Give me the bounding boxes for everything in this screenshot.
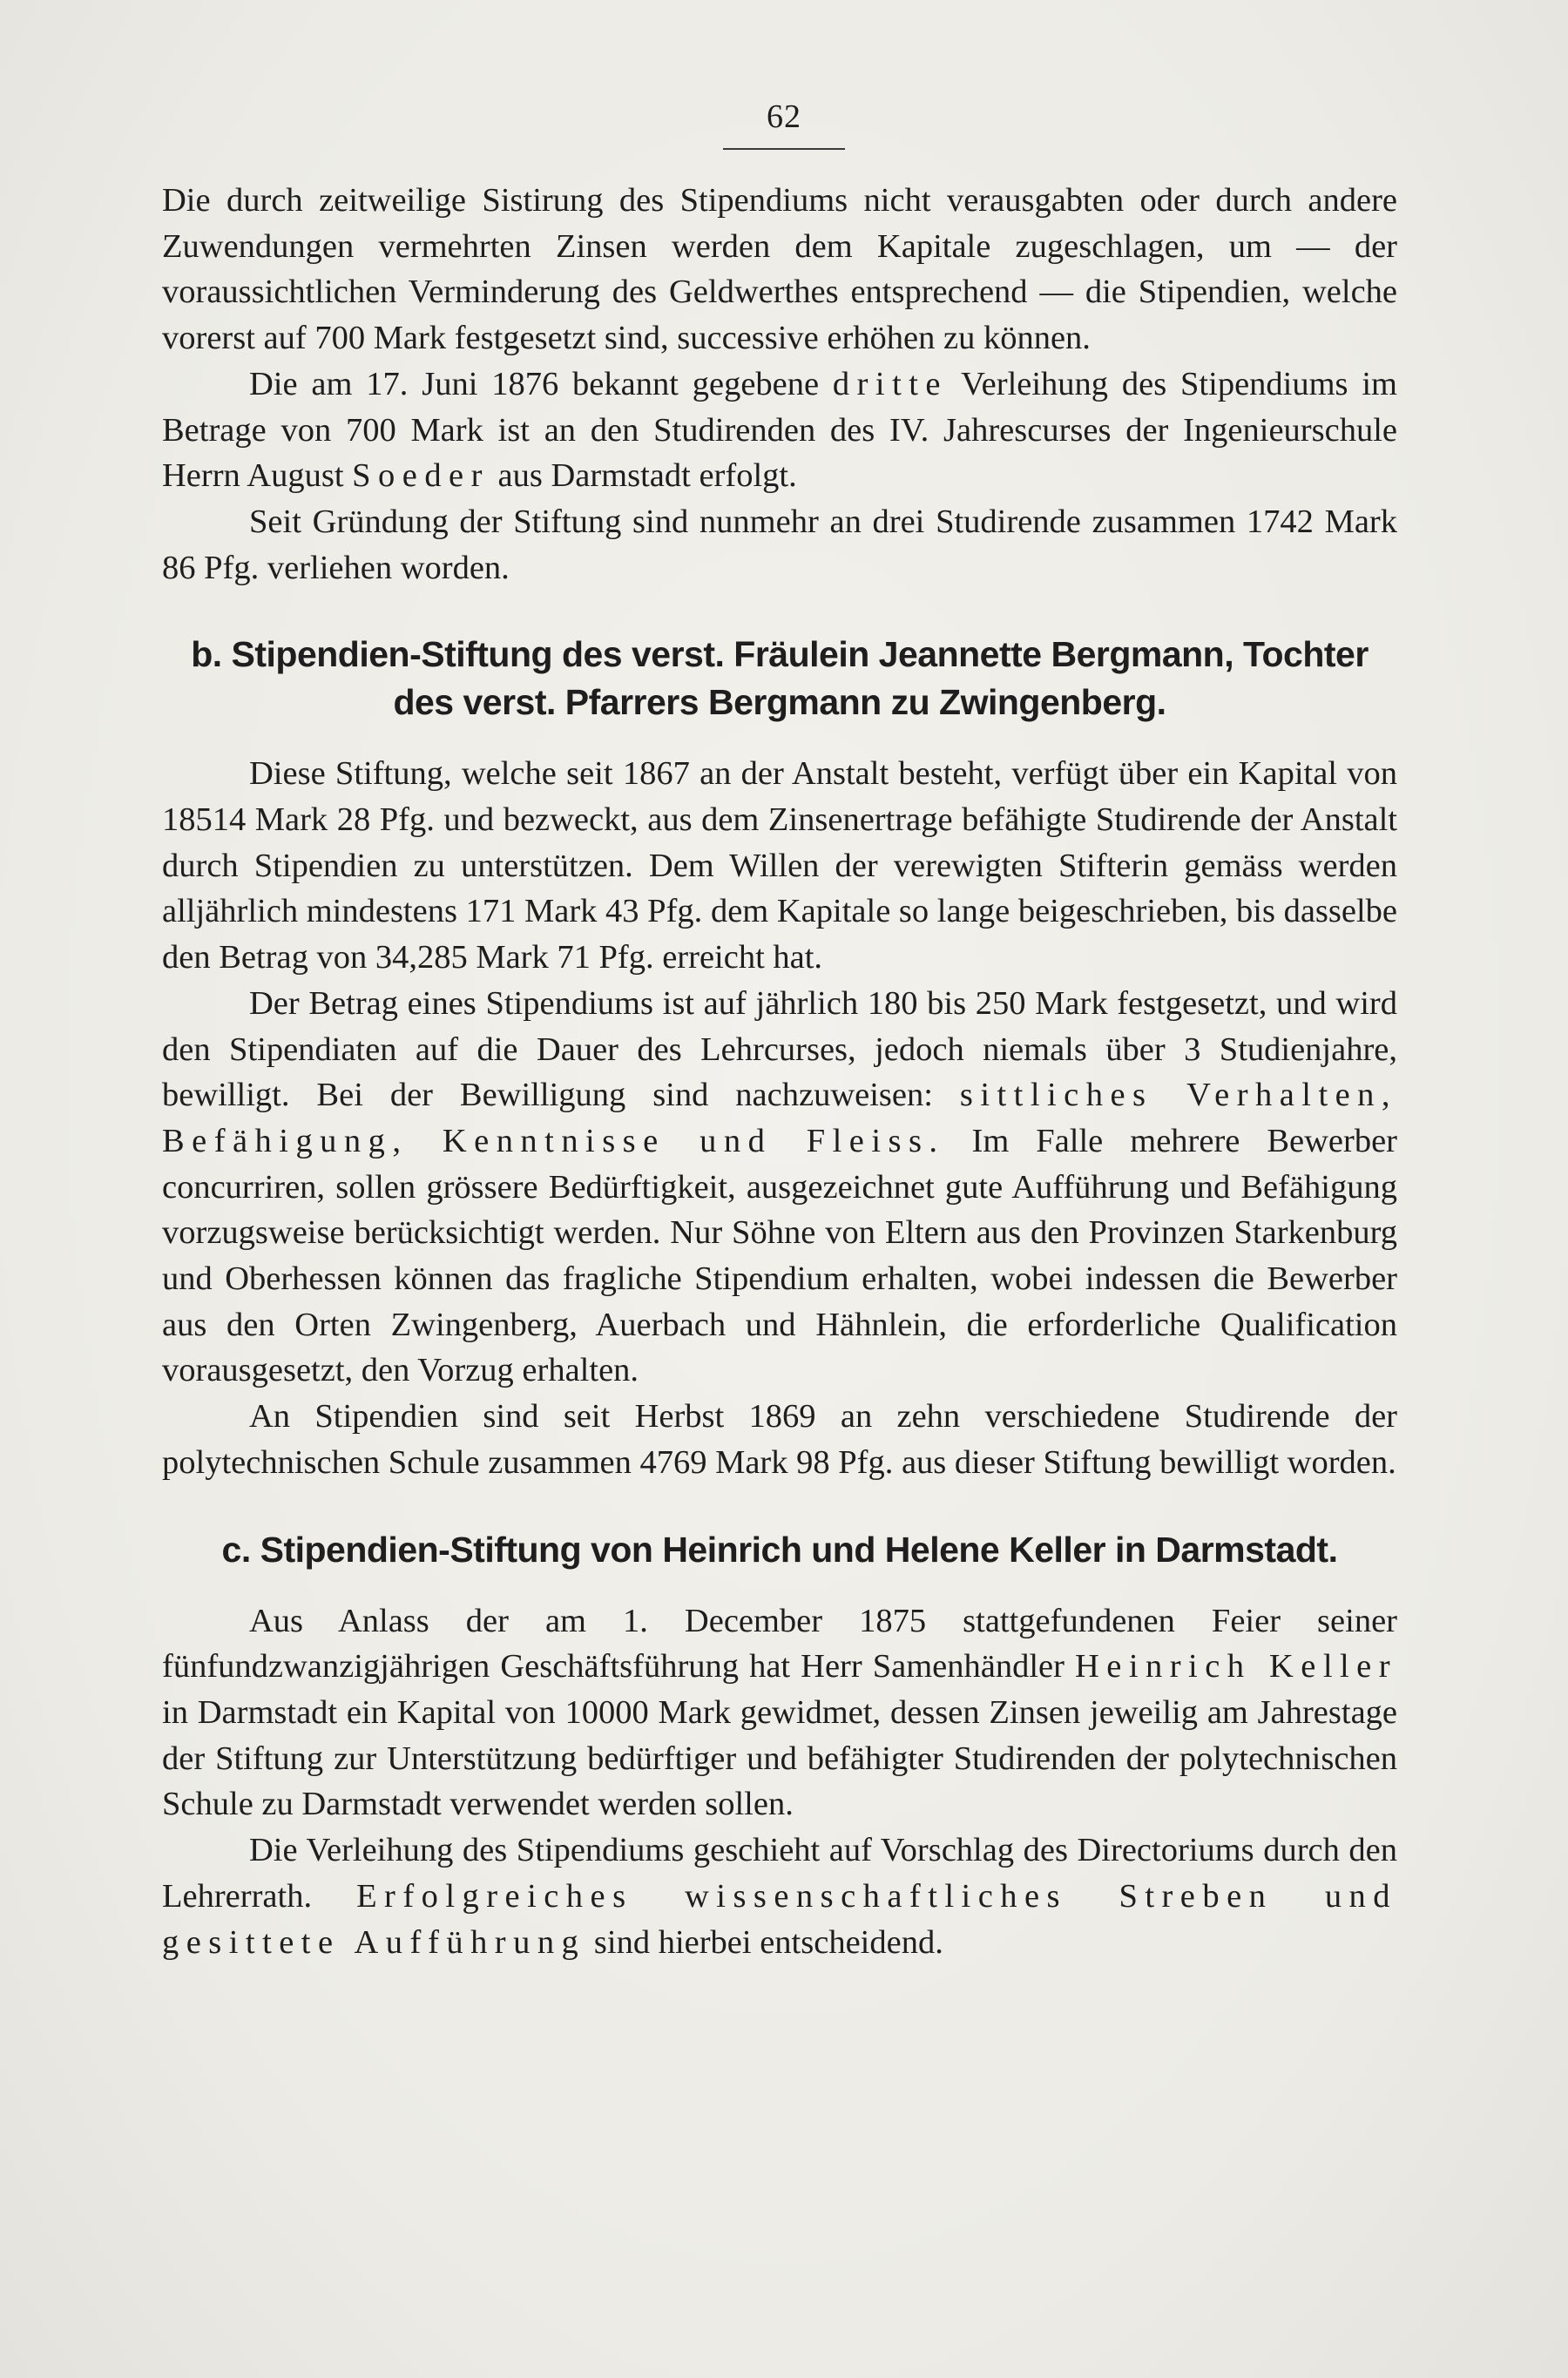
section-c-p2-after: sind hierbei entscheidend. <box>585 1923 943 1961</box>
section-c-p1-spaced: Heinrich Keller <box>1075 1648 1397 1686</box>
spaced-name-soeder: Soeder <box>352 457 490 495</box>
section-b-heading: b. Stipendien-Stiftung des verst. Fräulein Jeannette Bergmann, Tochter des verst. Pfarrers Bergmann zu Zwingenberg. <box>191 634 1369 723</box>
section-c-p2-spaced: Erfolgreiches wissenschaftliches Streben und gesittete Aufführung <box>162 1877 1397 1961</box>
conferral-text-middle: Verleihung des Stipendiums im Betrage von 700 Mark ist an den Studirenden des IV. Jahrescurses der Ingenieurschule Herrn August <box>162 365 1398 495</box>
section-c-p2-before: Die Verleihung des Stipendiums geschieht auf Vorschlag des Directoriums durch den Lehrerrath. <box>162 1832 1397 1915</box>
page-number-rule <box>723 148 845 150</box>
body-text <box>162 178 1397 1965</box>
paragraph-total: Seit Gründung der Stiftung sind nunmehr an drei Studirende zusammen 1742 Mark 86 Pfg. verliehen worden. <box>162 503 1397 586</box>
paragraph-conferral <box>162 361 1397 499</box>
section-b-paragraph-3: An Stipendien sind seit Herbst 1869 an zehn verschiedene Studirende der polytechnischen Schule zusammen 4769 Mark 98 Pfg. aus dieser Stiftung bewilligt worden. <box>162 1398 1397 1481</box>
section-b-paragraph-2 <box>162 981 1397 1394</box>
section-c-heading: c. Stipendien-Stiftung von Heinrich und Helene Keller in Darmstadt. <box>221 1529 1338 1570</box>
conferral-text-after: aus Darmstadt erfolgt. <box>489 457 797 495</box>
section-b-p2-spaced: sittliches Verhalten, Befähigung, Kenntnisse und Fleiss. <box>162 1077 1397 1159</box>
section-c-p1-before: Aus Anlass der am 1. December 1875 stattgefundenen Feier seiner fünfundzwanzigjährigen Geschäftsführung hat Herr Samenhändler <box>162 1602 1397 1686</box>
section-c-paragraph-2 <box>162 1827 1397 1965</box>
section-b-p2-before: Der Betrag eines Stipendiums ist auf jährlich 180 bis 250 Mark festgesetzt, und wird den Stipendiaten auf die Dauer des Lehrcurses, jedoch niemals über 3 Studienjahre, bewilligt. Bei der Bewilligung sind nachzuweisen: <box>162 984 1397 1114</box>
spaced-word-dritte: dritte <box>832 365 948 402</box>
section-c-paragraph-1 <box>162 1598 1397 1828</box>
section-c-p1-after: in Darmstadt ein Kapital von 10000 Mark gewidmet, dessen Zinsen jeweilig am Jahrestage der Stiftung zur Unterstützung bedürftiger und befähigter Studirenden der polytechnischen Schule zu Darmstadt verwendet werden sollen. <box>162 1693 1397 1823</box>
paragraph-intro: Die durch zeitweilige Sistirung des Stipendiums nicht verausgabten oder durch andere Zuwendungen vermehrten Zinsen werden dem Kapitale zugeschlagen, um — der voraussichtlichen Verminderung des Geldwerthes entsprechend — die Stipendien, welche vorerst auf 700 Mark festgesetzt sind, successive erhöhen zu können. <box>162 182 1397 357</box>
conferral-text-before: Die am 17. Juni 1876 bekannt gegebene <box>249 365 833 402</box>
page-number: 62 <box>767 98 801 135</box>
section-b-paragraph-1: Diese Stiftung, welche seit 1867 an der Anstalt besteht, verfügt über ein Kapital von 18514 Mark 28 Pfg. und bezweckt, aus dem Zinsenertrage befähigte Studirende der Anstalt durch Stipendien zu unterstützen. Dem Willen der verewigten Stifterin gemäss werden alljährlich mindestens 171 Mark 43 Pfg. dem Kapitale so lange beigeschrieben, bis dasselbe den Betrag von 34,285 Mark 71 Pfg. erreicht hat. <box>162 755 1397 976</box>
section-b-p2-after: Im Falle mehrere Bewerber concurriren, sollen grössere Bedürftigkeit, ausgezeichnet gute Aufführung und Befähigung vorzugsweise berücksichtigt werden. Nur Söhne von Eltern aus den Provinzen Starkenburg und Oberhessen können das fragliche Stipendium erhalten, wobei indessen die Bewerber aus den Orten Zwingenberg, Auerbach und Hähnlein, die erforderliche Qualification vorausgesetzt, den Vorzug erhalten. <box>162 1122 1397 1389</box>
